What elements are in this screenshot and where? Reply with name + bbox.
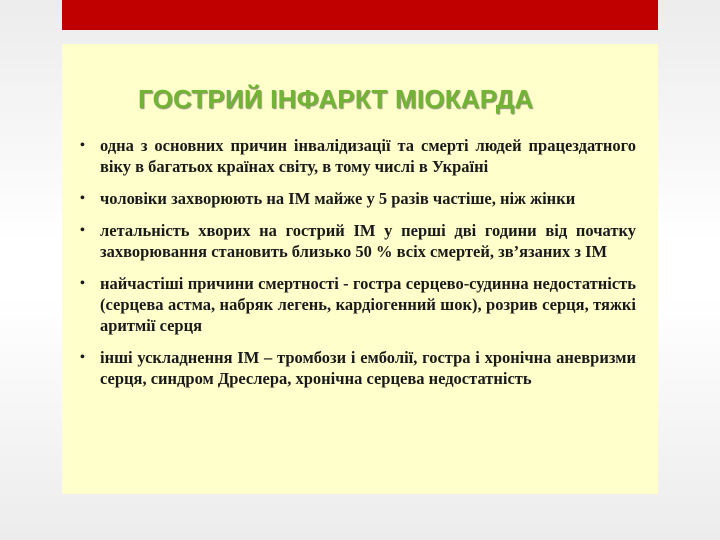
bullet-text: летальність хворих на гострий ІМ у перші дві години від початку захворювання становить близько 50 % всіх смертей, зв’язаних з ІМ	[100, 221, 636, 261]
bullet-text: інші ускладнення ІМ – тромбози і емболії, гостра і хронічна аневризми серця, синдром Дреслера, хронічна серцева недостатність	[100, 348, 636, 388]
bullet-dot-icon: •	[80, 191, 85, 206]
bullet-item	[80, 273, 636, 336]
top-accent-bar	[62, 0, 658, 30]
bullet-text: найчастіші причини смертності - гостра серцево-судинна недостатність (серцева астма, набряк легень, кардіогенний шок), розрив серця, тяжкі аритмії серця	[100, 274, 636, 335]
bullet-item	[80, 135, 636, 177]
slide-content-panel	[62, 44, 658, 494]
bullet-text: чоловіки захворюють на ІМ майже у 5 разів частіше, ніж жінки	[100, 189, 576, 208]
bullet-dot-icon: •	[80, 350, 85, 365]
slide-title: ГОСТРИЙ ІНФАРКТ МІОКАРДА	[138, 84, 534, 114]
bullet-item	[80, 347, 636, 389]
bullet-item	[80, 220, 636, 262]
bullet-item	[80, 188, 636, 209]
bullet-text: одна з основних причин інвалідизації та смерті людей працездатного віку в багатьох країнах світу, в тому числі в Україні	[100, 136, 636, 176]
bullet-dot-icon: •	[80, 223, 85, 238]
bullet-list	[80, 135, 636, 389]
bullet-dot-icon: •	[80, 138, 85, 153]
bullet-dot-icon: •	[80, 276, 85, 291]
